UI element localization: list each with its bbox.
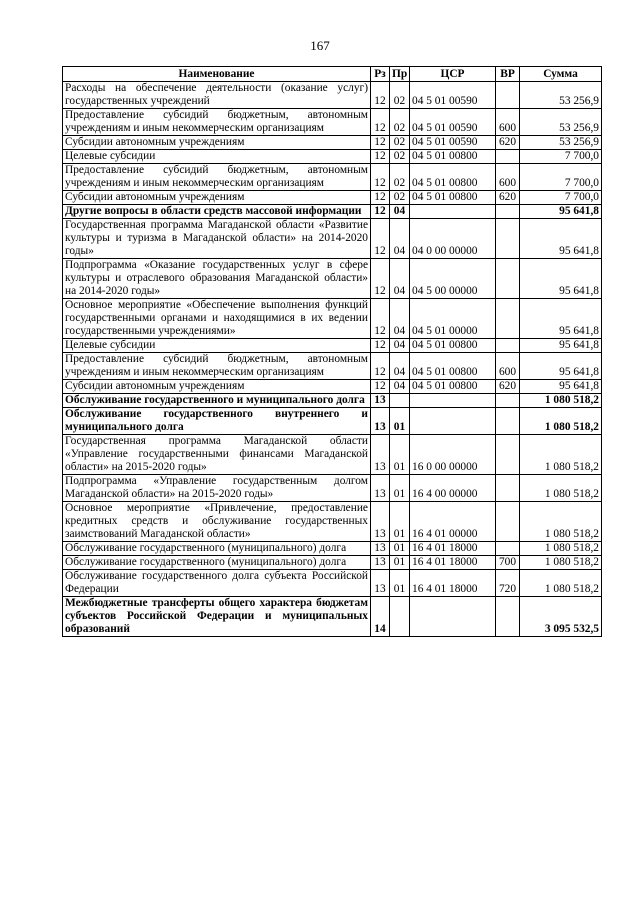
table-row — [63, 475, 602, 502]
cell-rz: 13 — [371, 408, 390, 435]
cell-csr — [410, 408, 496, 435]
table-row — [63, 394, 602, 408]
table-row — [63, 109, 602, 136]
cell-pr: 04 — [390, 205, 410, 219]
cell-pr — [390, 597, 410, 637]
cell-sum: 7 700,0 — [520, 191, 602, 205]
cell-vr: 600 — [496, 353, 520, 380]
cell-vr: 620 — [496, 136, 520, 150]
cell-rz: 12 — [371, 82, 390, 109]
table-row — [63, 191, 602, 205]
cell-vr — [496, 219, 520, 259]
cell-name: Предоставление субсидий бюджетным, автономным учреждениям и иным некоммерческим организациям — [63, 164, 371, 191]
cell-vr — [496, 339, 520, 353]
cell-name: Основное мероприятие «Обеспечение выполнения функций государственными органами и находящимися в их ведении государственными учреждениями» — [63, 299, 371, 339]
cell-pr: 04 — [390, 259, 410, 299]
cell-name: Подпрограмма «Оказание государственных услуг в сфере культуры и отраслевого образования Магаданской области» на 2014-2020 годы» — [63, 259, 371, 299]
column-header-sum: Сумма — [520, 67, 602, 82]
cell-sum: 1 080 518,2 — [520, 394, 602, 408]
cell-vr: 600 — [496, 109, 520, 136]
column-header-rz: Рз — [371, 67, 390, 82]
cell-csr: 16 4 01 18000 — [410, 556, 496, 570]
cell-pr: 02 — [390, 164, 410, 191]
table-row — [63, 380, 602, 394]
cell-pr — [390, 394, 410, 408]
cell-sum: 1 080 518,2 — [520, 570, 602, 597]
cell-name: Основное мероприятие «Привлечение, предоставление кредитных средств и обслуживание государственных заимствований Магаданской области» — [63, 502, 371, 542]
cell-name: Обслуживание государственного и муниципального долга — [63, 394, 371, 408]
column-header-vr: ВР — [496, 67, 520, 82]
cell-rz: 13 — [371, 475, 390, 502]
cell-name: Предоставление субсидий бюджетным, автономным учреждениям и иным некоммерческим организациям — [63, 353, 371, 380]
table-row — [63, 542, 602, 556]
page-number: 167 — [310, 38, 330, 53]
cell-sum: 1 080 518,2 — [520, 502, 602, 542]
cell-name: Предоставление субсидий бюджетным, автономным учреждениям и иным некоммерческим организациям — [63, 109, 371, 136]
cell-csr: 04 5 01 00590 — [410, 109, 496, 136]
cell-csr: 04 5 01 00800 — [410, 353, 496, 380]
cell-vr: 600 — [496, 164, 520, 191]
cell-vr — [496, 394, 520, 408]
cell-csr: 04 0 00 00000 — [410, 219, 496, 259]
cell-sum: 53 256,9 — [520, 136, 602, 150]
cell-rz: 13 — [371, 556, 390, 570]
cell-sum: 95 641,8 — [520, 339, 602, 353]
cell-csr: 16 0 00 00000 — [410, 435, 496, 475]
cell-name: Субсидии автономным учреждениям — [63, 191, 371, 205]
cell-csr: 16 4 01 18000 — [410, 570, 496, 597]
cell-pr: 04 — [390, 353, 410, 380]
cell-vr — [496, 259, 520, 299]
cell-pr: 02 — [390, 191, 410, 205]
cell-rz: 13 — [371, 502, 390, 542]
table-row — [63, 570, 602, 597]
column-header-name: Наименование — [63, 67, 371, 82]
cell-csr: 04 5 00 00000 — [410, 259, 496, 299]
table-row — [63, 219, 602, 259]
cell-vr — [496, 435, 520, 475]
cell-name: Другие вопросы в области средств массовой информации — [63, 205, 371, 219]
cell-rz: 12 — [371, 191, 390, 205]
cell-vr — [496, 299, 520, 339]
cell-pr: 01 — [390, 570, 410, 597]
cell-sum: 7 700,0 — [520, 150, 602, 164]
cell-sum: 1 080 518,2 — [520, 435, 602, 475]
cell-pr: 02 — [390, 82, 410, 109]
table-body — [63, 82, 602, 637]
cell-sum: 1 080 518,2 — [520, 556, 602, 570]
cell-name: Расходы на обеспечение деятельности (оказание услуг) государственных учреждений — [63, 82, 371, 109]
cell-csr: 04 5 01 00590 — [410, 136, 496, 150]
cell-name: Обслуживание государственного (муниципального) долга — [63, 542, 371, 556]
table-row — [63, 164, 602, 191]
cell-name: Обслуживание государственного долга субъекта Российской Федерации — [63, 570, 371, 597]
table-row — [63, 435, 602, 475]
cell-vr: 700 — [496, 556, 520, 570]
table-row — [63, 205, 602, 219]
table-row — [63, 259, 602, 299]
table-row — [63, 502, 602, 542]
cell-sum: 1 080 518,2 — [520, 475, 602, 502]
cell-sum: 95 641,8 — [520, 259, 602, 299]
cell-pr: 02 — [390, 136, 410, 150]
cell-pr: 01 — [390, 408, 410, 435]
table-row — [63, 597, 602, 637]
cell-rz: 12 — [371, 380, 390, 394]
cell-sum: 95 641,8 — [520, 299, 602, 339]
cell-pr: 02 — [390, 109, 410, 136]
cell-name: Субсидии автономным учреждениям — [63, 136, 371, 150]
table-row — [63, 408, 602, 435]
cell-pr: 01 — [390, 435, 410, 475]
table-row — [63, 150, 602, 164]
table-row — [63, 136, 602, 150]
cell-sum: 3 095 532,5 — [520, 597, 602, 637]
cell-csr: 04 5 01 00800 — [410, 150, 496, 164]
cell-csr: 04 5 01 00000 — [410, 299, 496, 339]
cell-pr: 04 — [390, 299, 410, 339]
cell-vr — [496, 205, 520, 219]
cell-sum: 1 080 518,2 — [520, 408, 602, 435]
cell-vr: 620 — [496, 191, 520, 205]
cell-pr: 04 — [390, 219, 410, 259]
cell-rz: 14 — [371, 597, 390, 637]
cell-name: Целевые субсидии — [63, 150, 371, 164]
cell-rz: 12 — [371, 136, 390, 150]
cell-sum: 7 700,0 — [520, 164, 602, 191]
cell-name: Государственная программа Магаданской области «Управление государственными финансами Магаданской области» на 2015-2020 годы» — [63, 435, 371, 475]
cell-rz: 12 — [371, 353, 390, 380]
table-row — [63, 82, 602, 109]
cell-name: Подпрограмма «Управление государственным долгом Магаданской области» на 2015-2020 годы» — [63, 475, 371, 502]
cell-name: Межбюджетные трансферты общего характера бюджетам субъектов Российской Федерации и муниципальных образований — [63, 597, 371, 637]
cell-csr — [410, 205, 496, 219]
table-row — [63, 556, 602, 570]
column-header-pr: Пр — [390, 67, 410, 82]
cell-rz: 13 — [371, 570, 390, 597]
cell-rz: 12 — [371, 109, 390, 136]
cell-rz: 13 — [371, 435, 390, 475]
cell-csr: 16 4 01 00000 — [410, 502, 496, 542]
table-row — [63, 299, 602, 339]
table-row — [63, 339, 602, 353]
cell-csr: 16 4 00 00000 — [410, 475, 496, 502]
cell-pr: 01 — [390, 556, 410, 570]
cell-vr — [496, 150, 520, 164]
cell-pr: 04 — [390, 339, 410, 353]
cell-pr: 01 — [390, 475, 410, 502]
cell-pr: 01 — [390, 542, 410, 556]
cell-csr — [410, 597, 496, 637]
cell-vr — [496, 542, 520, 556]
cell-sum: 95 641,8 — [520, 380, 602, 394]
cell-sum: 53 256,9 — [520, 82, 602, 109]
cell-pr: 01 — [390, 502, 410, 542]
cell-pr: 04 — [390, 380, 410, 394]
cell-name: Целевые субсидии — [63, 339, 371, 353]
cell-csr: 04 5 01 00800 — [410, 191, 496, 205]
cell-vr — [496, 408, 520, 435]
cell-csr: 16 4 01 18000 — [410, 542, 496, 556]
cell-sum: 95 641,8 — [520, 353, 602, 380]
cell-name: Государственная программа Магаданской области «Развитие культуры и туризма в Магаданской области» на 2014-2020 годы» — [63, 219, 371, 259]
cell-rz: 12 — [371, 339, 390, 353]
cell-sum: 95 641,8 — [520, 205, 602, 219]
cell-rz: 12 — [371, 164, 390, 191]
cell-rz: 12 — [371, 259, 390, 299]
cell-name: Обслуживание государственного внутреннего и муниципального долга — [63, 408, 371, 435]
cell-vr: 620 — [496, 380, 520, 394]
cell-rz: 13 — [371, 394, 390, 408]
cell-pr: 02 — [390, 150, 410, 164]
cell-vr — [496, 597, 520, 637]
cell-csr: 04 5 01 00800 — [410, 164, 496, 191]
cell-name: Обслуживание государственного (муниципального) долга — [63, 556, 371, 570]
cell-csr: 04 5 01 00800 — [410, 380, 496, 394]
cell-sum: 1 080 518,2 — [520, 542, 602, 556]
cell-rz: 12 — [371, 299, 390, 339]
cell-csr — [410, 394, 496, 408]
cell-vr — [496, 82, 520, 109]
column-header-csr: ЦСР — [410, 67, 496, 82]
cell-sum: 53 256,9 — [520, 109, 602, 136]
cell-csr: 04 5 01 00800 — [410, 339, 496, 353]
cell-vr: 720 — [496, 570, 520, 597]
table-row — [63, 353, 602, 380]
cell-rz: 12 — [371, 150, 390, 164]
cell-rz: 13 — [371, 542, 390, 556]
cell-rz: 12 — [371, 219, 390, 259]
cell-csr: 04 5 01 00590 — [410, 82, 496, 109]
table-header-row — [63, 67, 602, 82]
cell-vr — [496, 502, 520, 542]
cell-sum: 95 641,8 — [520, 219, 602, 259]
cell-vr — [496, 475, 520, 502]
cell-rz: 12 — [371, 205, 390, 219]
cell-name: Субсидии автономным учреждениям — [63, 380, 371, 394]
budget-table — [62, 66, 602, 637]
